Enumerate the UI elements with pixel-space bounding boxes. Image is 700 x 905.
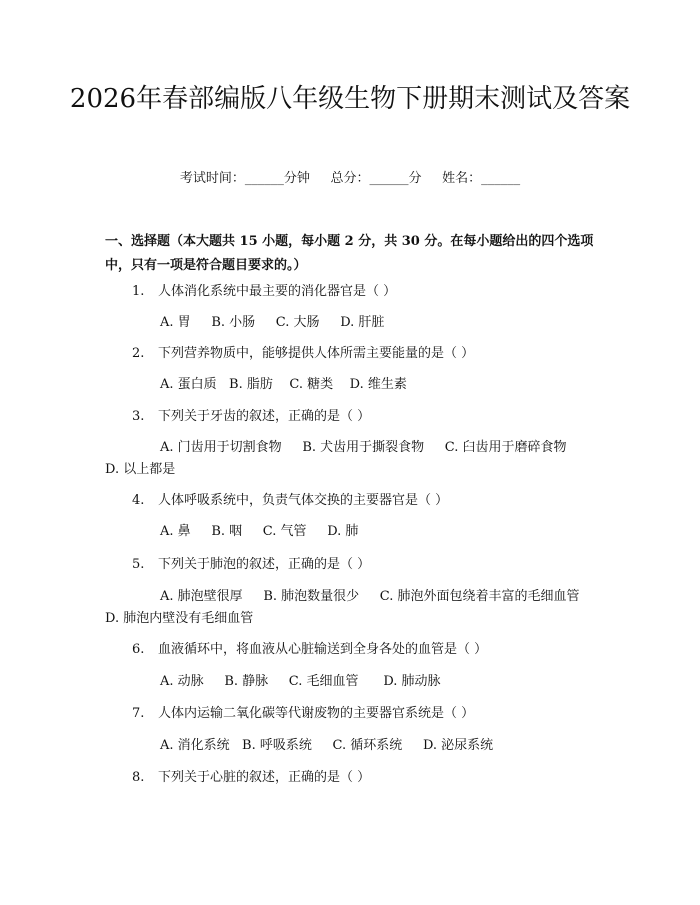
section-heading: 一、选择题（本大题共 15 小题，每小题 2 分，共 30 分。在每小题给出的四个选项中，只有一项是符合题目要求的。）: [105, 234, 594, 273]
question-1: [132, 282, 396, 302]
question-number: 2.: [132, 346, 145, 361]
question-6: [132, 640, 487, 660]
question-text: 下列关于肺泡的叙述，正确的是（ ）: [158, 557, 371, 572]
exam-info-line: 考试时间：______分钟 总分：______分 姓名：______: [179, 171, 521, 186]
question-2-options: A. 蛋白质 B. 脂肪 C. 糖类 D. 维生素: [160, 377, 407, 392]
question-2: [132, 344, 474, 364]
question-5-options: A. 肺泡壁很厚 B. 肺泡数量很少 C. 肺泡外面包绕着丰富的毛细血管 D. 肺泡内壁没有毛细血管: [105, 589, 597, 626]
question-7: [132, 704, 474, 724]
question-text: 人体呼吸系统中，负责气体交换的主要器官是（ ）: [158, 493, 449, 508]
question-3-options: A. 门齿用于切割食物 B. 犬齿用于撕裂食物 C. 臼齿用于磨碎食物 D. 以上都是: [105, 440, 584, 477]
question-number: 5.: [132, 557, 145, 572]
question-3: [132, 407, 370, 427]
question-text: 人体内运输二氧化碳等代谢废物的主要器官系统是（ ）: [158, 706, 475, 721]
question-text: 下列关于心脏的叙述，正确的是（ ）: [158, 770, 371, 785]
question-4: [132, 491, 448, 511]
question-number: 6.: [132, 642, 145, 657]
question-number: 7.: [132, 706, 145, 721]
question-6-options: A. 动脉 B. 静脉 C. 毛细血管 D. 肺动脉: [160, 674, 441, 689]
question-text: 血液循环中，将血液从心脏输送到全身各处的血管是（ ）: [158, 642, 488, 657]
question-8: [132, 768, 370, 788]
question-7-options: A. 消化系统 B. 呼吸系统 C. 循环系统 D. 泌尿系统: [160, 738, 494, 753]
question-number: 8.: [132, 770, 145, 785]
exam-title: 2026年春部编版八年级生物下册期末测试及答案: [69, 84, 631, 114]
question-number: 4.: [132, 493, 145, 508]
question-number: 1.: [132, 284, 145, 299]
question-text: 人体消化系统中最主要的消化器官是（ ）: [158, 284, 397, 299]
question-4-options: A. 鼻 B. 咽 C. 气管 D. 肺: [160, 524, 359, 539]
question-text: 下列关于牙齿的叙述，正确的是（ ）: [158, 409, 371, 424]
question-1-options: A. 胃 B. 小肠 C. 大肠 D. 肝脏: [160, 315, 385, 330]
question-text: 下列营养物质中，能够提供人体所需主要能量的是（ ）: [158, 346, 475, 361]
question-5: [132, 555, 370, 575]
question-number: 3.: [132, 409, 145, 424]
